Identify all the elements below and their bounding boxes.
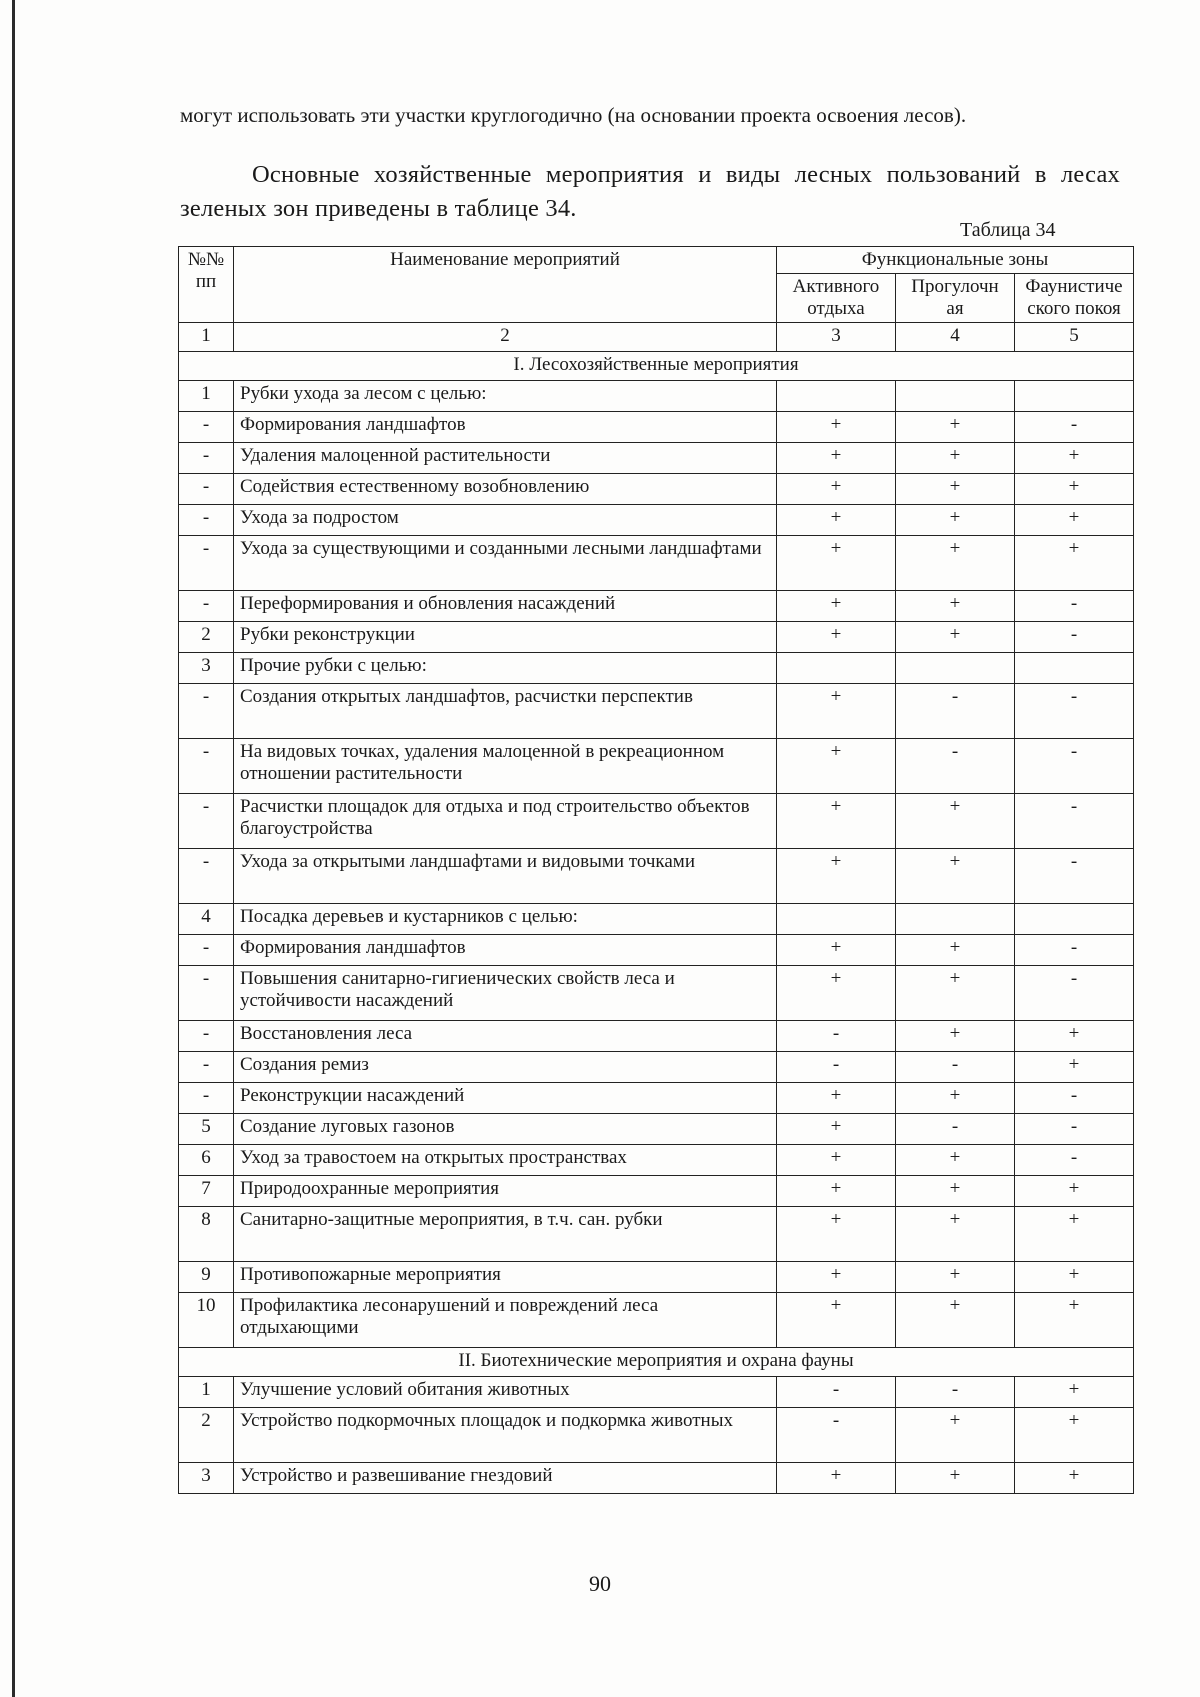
row-name: Рубки ухода за лесом с целью: <box>234 381 777 412</box>
zone-fauna-mark: + <box>1015 443 1134 474</box>
row-name: На видовых точках, удаления малоценной в рекреационном отношении растительности <box>234 739 777 794</box>
row-name: Профилактика лесонарушений и повреждений леса отдыхающими <box>234 1293 777 1348</box>
zone-walking-mark: + <box>896 505 1015 536</box>
zone-walking-mark: + <box>896 536 1015 591</box>
header-zone-walking: Прогулочн ая <box>896 274 1015 323</box>
zone-walking-mark: + <box>896 412 1015 443</box>
table-row <box>179 1408 1134 1463</box>
index-cell: 2 <box>234 323 777 352</box>
zone-walking-mark: + <box>896 935 1015 966</box>
zone-active-mark: + <box>777 966 896 1021</box>
zone-fauna-mark: + <box>1015 1463 1134 1494</box>
zone-walking-mark: + <box>896 1176 1015 1207</box>
row-name: Рубки реконструкции <box>234 622 777 653</box>
row-number: 3 <box>179 653 234 684</box>
zone-active-mark: - <box>777 1052 896 1083</box>
table-row <box>179 1262 1134 1293</box>
row-number: - <box>179 505 234 536</box>
zone-walking-mark: + <box>896 1463 1015 1494</box>
zone-walking-mark: + <box>896 622 1015 653</box>
table-row <box>179 474 1134 505</box>
row-number: 4 <box>179 904 234 935</box>
table-row <box>179 684 1134 739</box>
row-name: Устройство и развешивание гнездовий <box>234 1463 777 1494</box>
zone-walking-mark: - <box>896 739 1015 794</box>
zone-fauna-mark: + <box>1015 1293 1134 1348</box>
section-title: I. Лесохозяйственные мероприятия <box>179 352 1134 381</box>
row-number: - <box>179 591 234 622</box>
zone-active-mark: + <box>777 684 896 739</box>
zone-fauna-mark: + <box>1015 536 1134 591</box>
row-name: Реконструкции насаждений <box>234 1083 777 1114</box>
zone-fauna-mark: + <box>1015 505 1134 536</box>
index-cell: 5 <box>1015 323 1134 352</box>
header-num: №№ пп <box>179 247 234 323</box>
table-caption: Таблица 34 <box>960 219 1056 241</box>
index-cell: 1 <box>179 323 234 352</box>
row-name: Формирования ландшафтов <box>234 935 777 966</box>
row-name: Переформирования и обновления насаждений <box>234 591 777 622</box>
zone-fauna-mark: + <box>1015 1207 1134 1262</box>
zone-fauna-mark: - <box>1015 794 1134 849</box>
row-number: 1 <box>179 381 234 412</box>
row-name: Санитарно-защитные мероприятия, в т.ч. сан. рубки <box>234 1207 777 1262</box>
row-number: - <box>179 966 234 1021</box>
table-row <box>179 653 1134 684</box>
section-1-header <box>179 352 1134 381</box>
table-row <box>179 443 1134 474</box>
zone-walking-mark: + <box>896 591 1015 622</box>
zone-active-mark: + <box>777 739 896 794</box>
zone-active-mark: + <box>777 622 896 653</box>
zone-fauna-mark: + <box>1015 1176 1134 1207</box>
zone-fauna-mark: - <box>1015 966 1134 1021</box>
index-cell: 3 <box>777 323 896 352</box>
row-number: - <box>179 1083 234 1114</box>
row-name: Расчистки площадок для отдыха и под строительство объектов благоустройства <box>234 794 777 849</box>
zone-walking-mark: + <box>896 1145 1015 1176</box>
zone-walking-mark: + <box>896 1021 1015 1052</box>
zone-fauna-mark: + <box>1015 1377 1134 1408</box>
row-name: Восстановления леса <box>234 1021 777 1052</box>
table-row <box>179 622 1134 653</box>
row-number: - <box>179 474 234 505</box>
table-row <box>179 1463 1134 1494</box>
zone-walking-mark: + <box>896 966 1015 1021</box>
zone-walking-mark <box>896 904 1015 935</box>
row-name: Повышения санитарно-гигиенических свойств леса и устойчивости насаждений <box>234 966 777 1021</box>
row-number: - <box>179 412 234 443</box>
row-name: Создания открытых ландшафтов, расчистки перспектив <box>234 684 777 739</box>
zone-walking-mark: + <box>896 443 1015 474</box>
table-row <box>179 1145 1134 1176</box>
table-row <box>179 591 1134 622</box>
row-number: - <box>179 684 234 739</box>
row-number: 2 <box>179 622 234 653</box>
section-title: II. Биотехнические мероприятия и охрана фауны <box>179 1348 1134 1377</box>
index-cell: 4 <box>896 323 1015 352</box>
zone-active-mark: + <box>777 536 896 591</box>
zone-active-mark: + <box>777 1083 896 1114</box>
table-row <box>179 1021 1134 1052</box>
table-row <box>179 1052 1134 1083</box>
zone-active-mark: + <box>777 1176 896 1207</box>
row-name: Прочие рубки с целью: <box>234 653 777 684</box>
measures-table <box>178 246 1134 1494</box>
zone-walking-mark: + <box>896 1207 1015 1262</box>
zone-fauna-mark: + <box>1015 474 1134 505</box>
zone-fauna-mark <box>1015 653 1134 684</box>
row-number: - <box>179 935 234 966</box>
row-number: - <box>179 849 234 904</box>
zone-active-mark: + <box>777 412 896 443</box>
index-row <box>179 323 1134 352</box>
row-number: 8 <box>179 1207 234 1262</box>
row-name: Уход за травостоем на открытых пространствах <box>234 1145 777 1176</box>
table-row <box>179 536 1134 591</box>
row-name: Устройство подкормочных площадок и подкормка животных <box>234 1408 777 1463</box>
row-name: Создание луговых газонов <box>234 1114 777 1145</box>
zone-walking-mark: + <box>896 1083 1015 1114</box>
row-number: - <box>179 443 234 474</box>
zone-active-mark: + <box>777 1293 896 1348</box>
table-row <box>179 1176 1134 1207</box>
header-zone-active: Активного отдыха <box>777 274 896 323</box>
row-name: Противопожарные мероприятия <box>234 1262 777 1293</box>
row-name: Формирования ландшафтов <box>234 412 777 443</box>
row-number: 2 <box>179 1408 234 1463</box>
row-number: 9 <box>179 1262 234 1293</box>
table-row <box>179 505 1134 536</box>
zone-active-mark: + <box>777 474 896 505</box>
zone-fauna-mark: + <box>1015 1262 1134 1293</box>
header-zones-group: Функциональные зоны <box>777 247 1134 274</box>
table-row <box>179 794 1134 849</box>
zone-active-mark <box>777 381 896 412</box>
zone-active-mark: - <box>777 1408 896 1463</box>
binding-edge-line <box>12 0 15 1697</box>
zone-fauna-mark <box>1015 904 1134 935</box>
zone-walking-mark <box>896 381 1015 412</box>
row-number: 3 <box>179 1463 234 1494</box>
zone-walking-mark: + <box>896 794 1015 849</box>
zone-walking-mark: + <box>896 849 1015 904</box>
zone-active-mark <box>777 653 896 684</box>
zone-fauna-mark: + <box>1015 1408 1134 1463</box>
row-number: 7 <box>179 1176 234 1207</box>
row-name: Удаления малоценной растительности <box>234 443 777 474</box>
row-number: 5 <box>179 1114 234 1145</box>
row-name: Ухода за открытыми ландшафтами и видовыми точками <box>234 849 777 904</box>
zone-active-mark: + <box>777 505 896 536</box>
table-row <box>179 739 1134 794</box>
zone-active-mark: + <box>777 1207 896 1262</box>
row-number: 1 <box>179 1377 234 1408</box>
row-name: Ухода за существующими и созданными лесными ландшафтами <box>234 536 777 591</box>
header-zone-fauna: Фаунистиче ского покоя <box>1015 274 1134 323</box>
row-number: - <box>179 536 234 591</box>
zone-active-mark: + <box>777 1145 896 1176</box>
zone-fauna-mark <box>1015 381 1134 412</box>
table-row <box>179 904 1134 935</box>
row-number: - <box>179 739 234 794</box>
header-name: Наименование мероприятий <box>234 247 777 323</box>
zone-active-mark: + <box>777 443 896 474</box>
row-number: - <box>179 794 234 849</box>
zone-active-mark: - <box>777 1377 896 1408</box>
zone-active-mark: + <box>777 1262 896 1293</box>
zone-walking-mark: + <box>896 1262 1015 1293</box>
table-row <box>179 1207 1134 1262</box>
table-row <box>179 381 1134 412</box>
zone-active-mark: + <box>777 1114 896 1145</box>
table-row <box>179 966 1134 1021</box>
zone-fauna-mark: - <box>1015 739 1134 794</box>
zone-fauna-mark: - <box>1015 1083 1134 1114</box>
table-row <box>179 849 1134 904</box>
table-row <box>179 1293 1134 1348</box>
zone-fauna-mark: - <box>1015 622 1134 653</box>
zone-fauna-mark: - <box>1015 684 1134 739</box>
zone-walking-mark: - <box>896 1377 1015 1408</box>
zone-active-mark: - <box>777 1021 896 1052</box>
row-name: Улучшение условий обитания животных <box>234 1377 777 1408</box>
row-name: Природоохранные мероприятия <box>234 1176 777 1207</box>
row-number: - <box>179 1021 234 1052</box>
row-name: Ухода за подростом <box>234 505 777 536</box>
row-number: - <box>179 1052 234 1083</box>
row-number: 10 <box>179 1293 234 1348</box>
zone-active-mark <box>777 904 896 935</box>
zone-fauna-mark: - <box>1015 935 1134 966</box>
zone-walking-mark: + <box>896 1293 1015 1348</box>
zone-fauna-mark: + <box>1015 1052 1134 1083</box>
table-row <box>179 935 1134 966</box>
zone-fauna-mark: - <box>1015 412 1134 443</box>
table-row <box>179 1377 1134 1408</box>
zone-fauna-mark: - <box>1015 1145 1134 1176</box>
zone-walking-mark: + <box>896 1408 1015 1463</box>
zone-fauna-mark: - <box>1015 849 1134 904</box>
section-2-header <box>179 1348 1134 1377</box>
table-row <box>179 412 1134 443</box>
row-name: Посадка деревьев и кустарников с целью: <box>234 904 777 935</box>
table-row <box>179 1114 1134 1145</box>
table-row <box>179 1083 1134 1114</box>
zone-active-mark: + <box>777 794 896 849</box>
row-number: 6 <box>179 1145 234 1176</box>
zone-fauna-mark: - <box>1015 591 1134 622</box>
zone-active-mark: + <box>777 1463 896 1494</box>
zone-walking-mark: - <box>896 684 1015 739</box>
zone-walking-mark: - <box>896 1114 1015 1145</box>
paragraph: Основные хозяйственные мероприятия и виды лесных пользований в лесах зеленых зон приведены в таблице 34. <box>180 161 1120 222</box>
zone-active-mark: + <box>777 935 896 966</box>
zone-active-mark: + <box>777 849 896 904</box>
intro-line: могут использовать эти участки круглогодично (на основании проекта освоения лесов). <box>180 103 967 127</box>
row-name: Создания ремиз <box>234 1052 777 1083</box>
row-name: Содействия естественному возобновлению <box>234 474 777 505</box>
zone-walking-mark: - <box>896 1052 1015 1083</box>
zone-fauna-mark: + <box>1015 1021 1134 1052</box>
zone-walking-mark <box>896 653 1015 684</box>
zone-active-mark: + <box>777 591 896 622</box>
zone-fauna-mark: - <box>1015 1114 1134 1145</box>
zone-walking-mark: + <box>896 474 1015 505</box>
page-number: 90 <box>589 1571 611 1596</box>
